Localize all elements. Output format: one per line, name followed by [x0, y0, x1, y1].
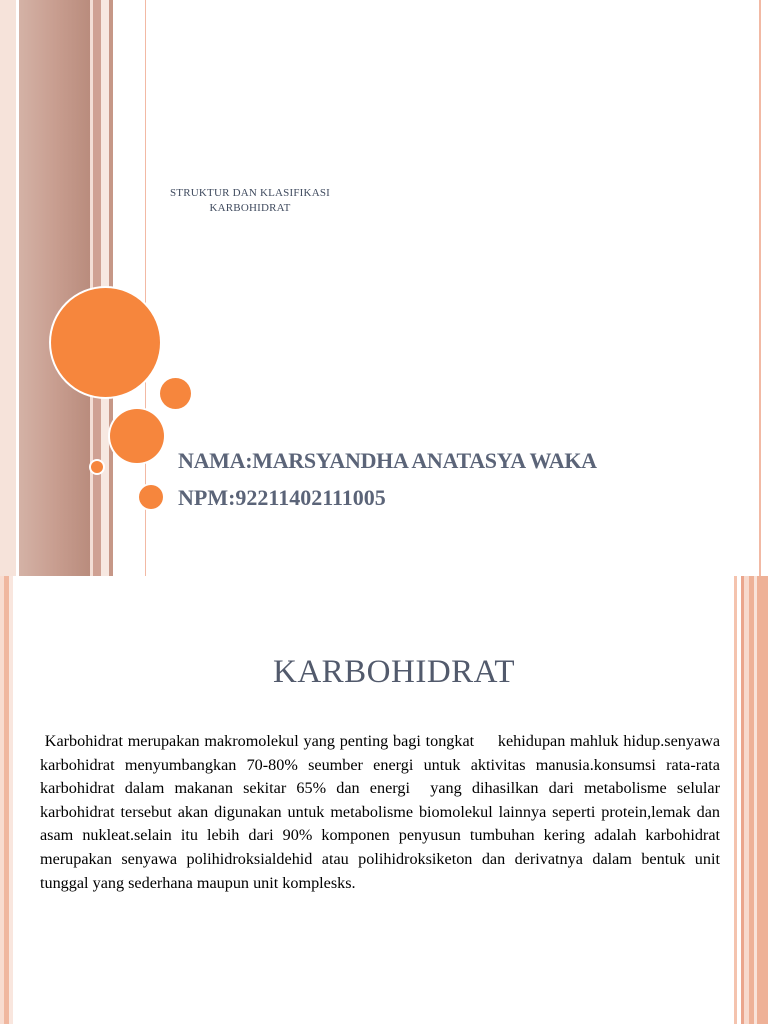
slide-title	[150, 186, 350, 216]
student-npm: NPM:92211402111005	[178, 485, 386, 510]
decorative-band	[754, 576, 757, 1024]
slide-title-line-1: STRUKTUR DAN KLASIFIKASI	[169, 187, 331, 199]
decorative-circle-small	[160, 378, 191, 409]
decorative-band	[19, 0, 90, 576]
decorative-band	[749, 576, 768, 1024]
decorative-band	[0, 0, 16, 576]
decorative-circle-large	[51, 288, 160, 397]
slide-title-line-2: KARBOHIDRAT	[209, 202, 291, 214]
student-name: NAMA:MARSYANDHA ANATASYA WAKA	[178, 448, 597, 473]
body-paragraph: Karbohidrat merupakan makromolekul yang penting bagi tongkat kehidupan mahluk hidup.senyawa karbohidrat menyumbangkan 70-80% seumber energi untuk aktivitas manusia.konsumsi rata-rata karbohidrat dalam makanan sekitar 65% dan energi yang dihasilkan dari metabolisme selular karbohidrat tersebut akan digunakan untuk metabolisme biomolekul lainnya seperti protein,lemak dan asam nukleat.selain itu lebih dari 90% komponen penyusun tumbuhan kering adalah karbohidrat merupakan senyawa polihidroksialdehid atau polihidroksiketon dan derivatnya dalam bentuk unit tunggal yang sederhana maupun unit komplesks.	[40, 732, 725, 892]
divider-line	[759, 0, 761, 576]
decorative-circle-small	[139, 485, 163, 509]
decorative-circle-tiny	[91, 461, 103, 473]
decorative-circle-medium	[110, 409, 164, 463]
slide-heading: KARBOHIDRAT	[272, 654, 515, 690]
content-slide	[0, 576, 768, 1024]
decorative-band	[9, 576, 13, 1024]
